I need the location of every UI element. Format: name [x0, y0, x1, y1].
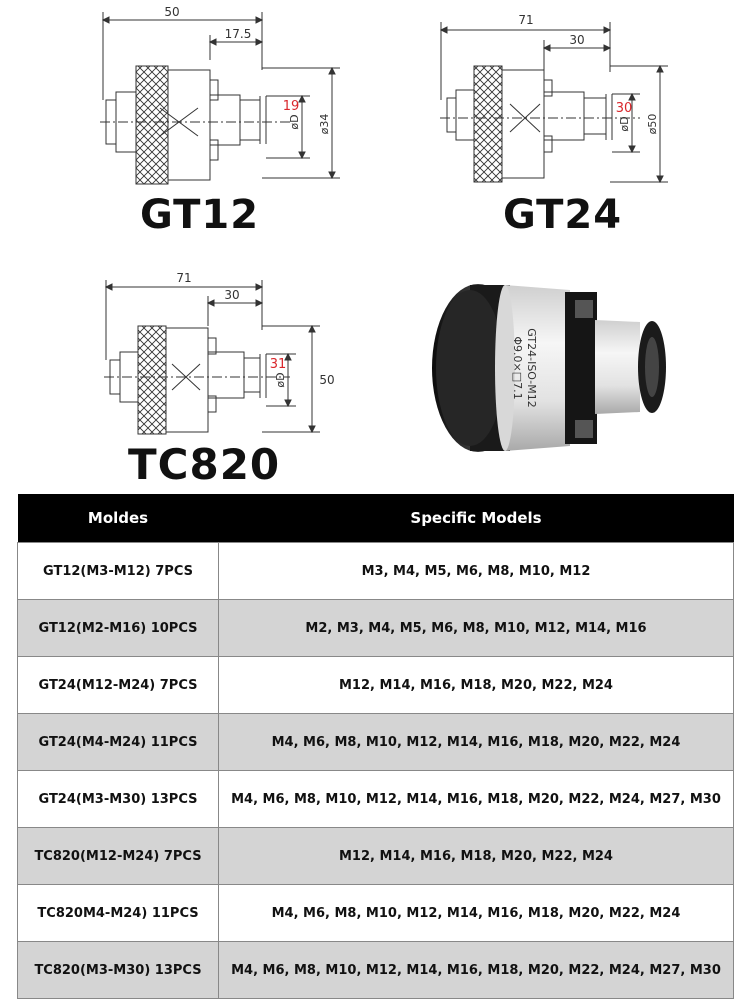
tc820-dim-inner: 30	[224, 288, 240, 302]
table-header-row	[18, 494, 734, 543]
gt12-dim-inner: 17.5	[224, 27, 252, 41]
drawing-tc820	[104, 280, 320, 434]
table-row	[18, 714, 734, 771]
table-row	[18, 885, 734, 942]
gt24-dim-outer: ø50	[646, 113, 659, 135]
tc820-dim-red: 31	[269, 357, 287, 372]
label-gt24: GT24	[503, 192, 623, 238]
cell-models: M4, M6, M8, M10, M12, M14, M16, M18, M20, M22, M24	[219, 714, 734, 771]
cell-molde: TC820M4-M24) 11PCS	[18, 885, 219, 942]
drawing-gt24	[440, 22, 668, 182]
photo-engraving-line1: GT24-ISO-M12	[525, 328, 538, 408]
technical-drawings	[0, 0, 750, 490]
cell-molde: GT12(M3-M12) 7PCS	[18, 543, 219, 600]
cell-models: M4, M6, M8, M10, M12, M14, M16, M18, M20, M22, M24	[219, 885, 734, 942]
table-row	[18, 828, 734, 885]
cell-molde: GT24(M3-M30) 13PCS	[18, 771, 219, 828]
cell-models: M4, M6, M8, M10, M12, M14, M16, M18, M20, M22, M24, M27, M30	[219, 942, 734, 999]
table-row	[18, 657, 734, 714]
header-moldes: Moldes	[18, 494, 219, 543]
header-specific-models: Specific Models	[219, 494, 734, 543]
cell-models: M12, M14, M16, M18, M20, M22, M24	[219, 828, 734, 885]
gt12-dim-red: 19	[282, 99, 300, 114]
gt12-dim-d: øD	[288, 114, 301, 130]
gt24-dim-d: øD	[618, 116, 631, 132]
cell-models: M12, M14, M16, M18, M20, M22, M24	[219, 657, 734, 714]
cell-molde: TC820(M3-M30) 13PCS	[18, 942, 219, 999]
photo-engraving-line2: Φ9.0×□7.1	[511, 336, 524, 400]
product-photo	[432, 284, 666, 452]
table-row	[18, 942, 734, 999]
gt24-dim-inner: 30	[569, 33, 585, 47]
cell-models: M4, M6, M8, M10, M12, M14, M16, M18, M20, M22, M24, M27, M30	[219, 771, 734, 828]
cell-models: M3, M4, M5, M6, M8, M10, M12	[219, 543, 734, 600]
cell-models: M2, M3, M4, M5, M6, M8, M10, M12, M14, M16	[219, 600, 734, 657]
label-gt12: GT12	[140, 192, 260, 238]
models-table	[17, 494, 734, 999]
tc820-dim-outer: 50	[319, 373, 335, 387]
cell-molde: GT24(M12-M24) 7PCS	[18, 657, 219, 714]
gt12-dim-outer: ø34	[318, 113, 331, 135]
drawing-gt12	[100, 12, 340, 184]
table-row	[18, 543, 734, 600]
table-row	[18, 771, 734, 828]
tc820-dim-d: øD	[274, 372, 287, 388]
gt12-dim-total: 50	[164, 5, 180, 19]
tc820-dim-total: 71	[176, 271, 192, 285]
table-row	[18, 600, 734, 657]
cell-molde: GT12(M2-M16) 10PCS	[18, 600, 219, 657]
cell-molde: GT24(M4-M24) 11PCS	[18, 714, 219, 771]
label-tc820: TC820	[128, 440, 281, 489]
gt24-dim-red: 30	[615, 101, 633, 116]
gt24-dim-total: 71	[518, 13, 534, 27]
cell-molde: TC820(M12-M24) 7PCS	[18, 828, 219, 885]
